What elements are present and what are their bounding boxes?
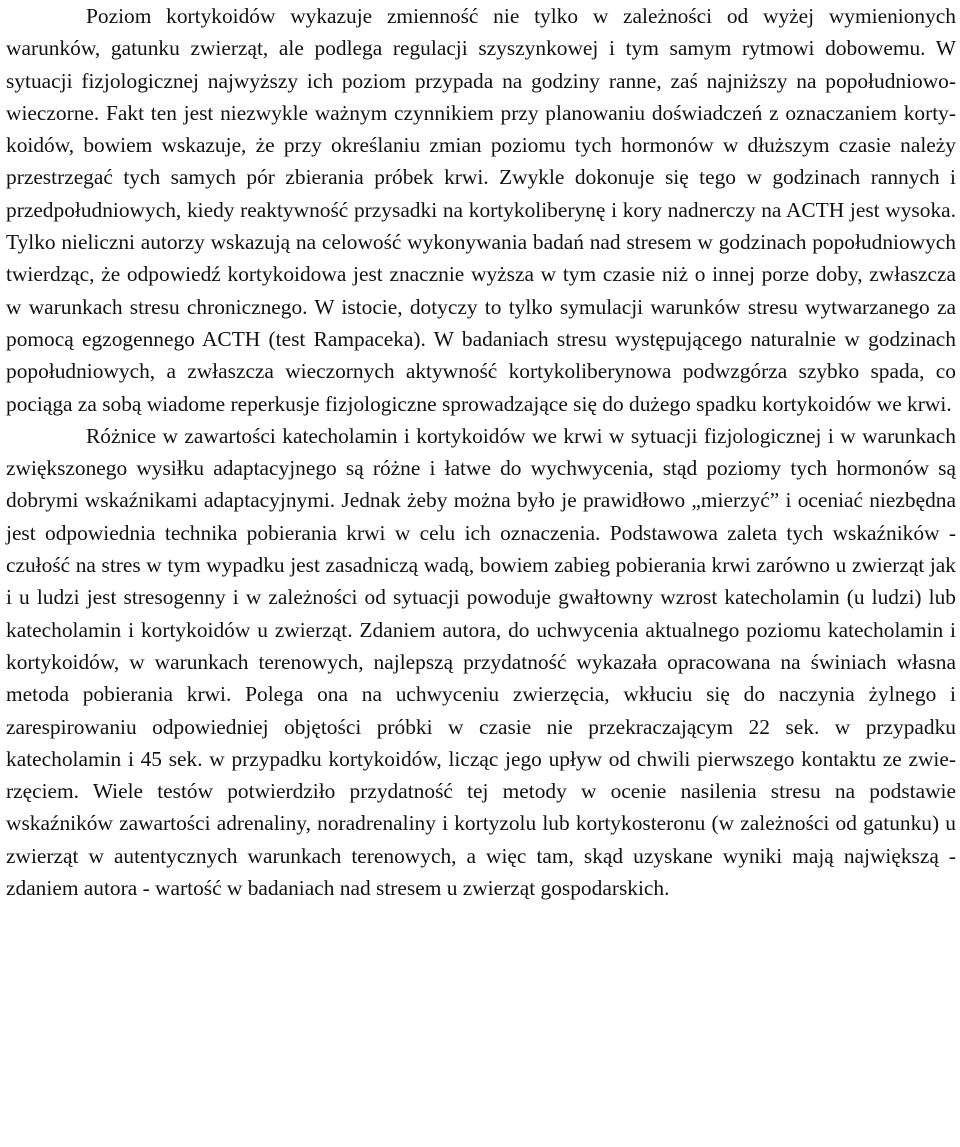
document-page xyxy=(6,0,956,904)
paragraph-2: Różnice w zawartości katecholamin i kortykoidów we krwi w sytuacji fizjologicznej i w warunkach zwiększonego wysiłku adaptacyjnego są różne i łatwe do wychwycenia, stąd poziomy tych hormonów są dobrymi wskaźnikami adaptacyjnymi. Jednak żeby można było je prawidłowo „mierzyć” i oceniać niezbędna jest odpowiednia technika pobierania krwi w celu ich oznaczenia. Podstawowa zaleta tych wskaźników - czułość na stres w tym wypadku jest zasadniczą wadą, bowiem zabieg pobierania krwi zarówno u zwierząt jak i u ludzi jest stresogenny i w zależności od sytuacji powoduje gwałtowny wzrost katecholamin (u ludzi) lub katecholamin i kortykoidów u zwierząt. Zdaniem autora, do uchwycenia aktualnego poziomu katecholamin i kortykoidów, w warunkach terenowych, najlepszą przydatność wykazała opracowana na świniach własna metoda pobierania krwi. Polega ona na uchwyceniu zwierzęcia, wkłuciu się do naczynia żylnego i zarespirowaniu odpowiedniej objętości próbki w czasie nie przekraczającym 22 sek. w przypadku katecholamin i 45 sek. w przypadku kortykoidów, licząc jego upływ od chwili pierwszego kontaktu ze zwierzęciem. Wiele testów potwierdziło przydatność tej metody w ocenie nasilenia stresu na podstawie wskaźników zawartości adrenaliny, noradrenaliny i kortyzolu lub kortykosteronu (w zależności od gatunku) u zwierząt w autentycznych warunkach terenowych, a więc tam, skąd uzyskane wyniki mają największą - zdaniem autora - wartość w badaniach nad stresem u zwierząt gospodarskich. xyxy=(6,423,956,901)
paragraph-1: Poziom kortykoidów wykazuje zmienność nie tylko w zależności od wyżej wymienionych warunków, gatunku zwierząt, ale podlega regulacji szyszynkowej i tym samym rytmowi dobowemu. W sytuacji fizjologicznej najwyższy ich poziom przypada na godziny ranne, zaś najniższy na popołudniowo-wieczorne. Fakt ten jest niezwykle ważnym czynnikiem przy planowaniu doświadczeń z oznaczaniem kortykoidów, bowiem wskazuje, że przy określaniu zmian poziomu tych hormonów w dłuższym czasie należy przestrzegać tych samych pór zbierania próbek krwi. Zwykle dokonuje się tego w godzinach rannych i przedpołudniowych, kiedy reaktywność przysadki na kortykoliberynę i kory nadnerczy na ACTH jest wysoka. Tylko nieliczni autorzy wskazują na celowość wykonywania badań nad stresem w godzinach popołudniowych twierdząc, że odpowiedź kortykoidowa jest znacznie wyższa w tym czasie niż o innej porze doby, zwłaszcza w warunkach stresu chronicznego. W istocie, dotyczy to tylko symulacji warunków stresu wytwarzanego za pomocą egzogennego ACTH (test Rampaceka). W badaniach stresu występującego naturalnie w godzinach popołudniowych, a zwłaszcza wieczornych aktywność kortykoliberynowa podwzgórza szybko spada, co pociąga za sobą wiadome reperkusje fizjologiczne sprowadzające się do dużego spadku kortykoidów we krwi. xyxy=(6,4,956,416)
